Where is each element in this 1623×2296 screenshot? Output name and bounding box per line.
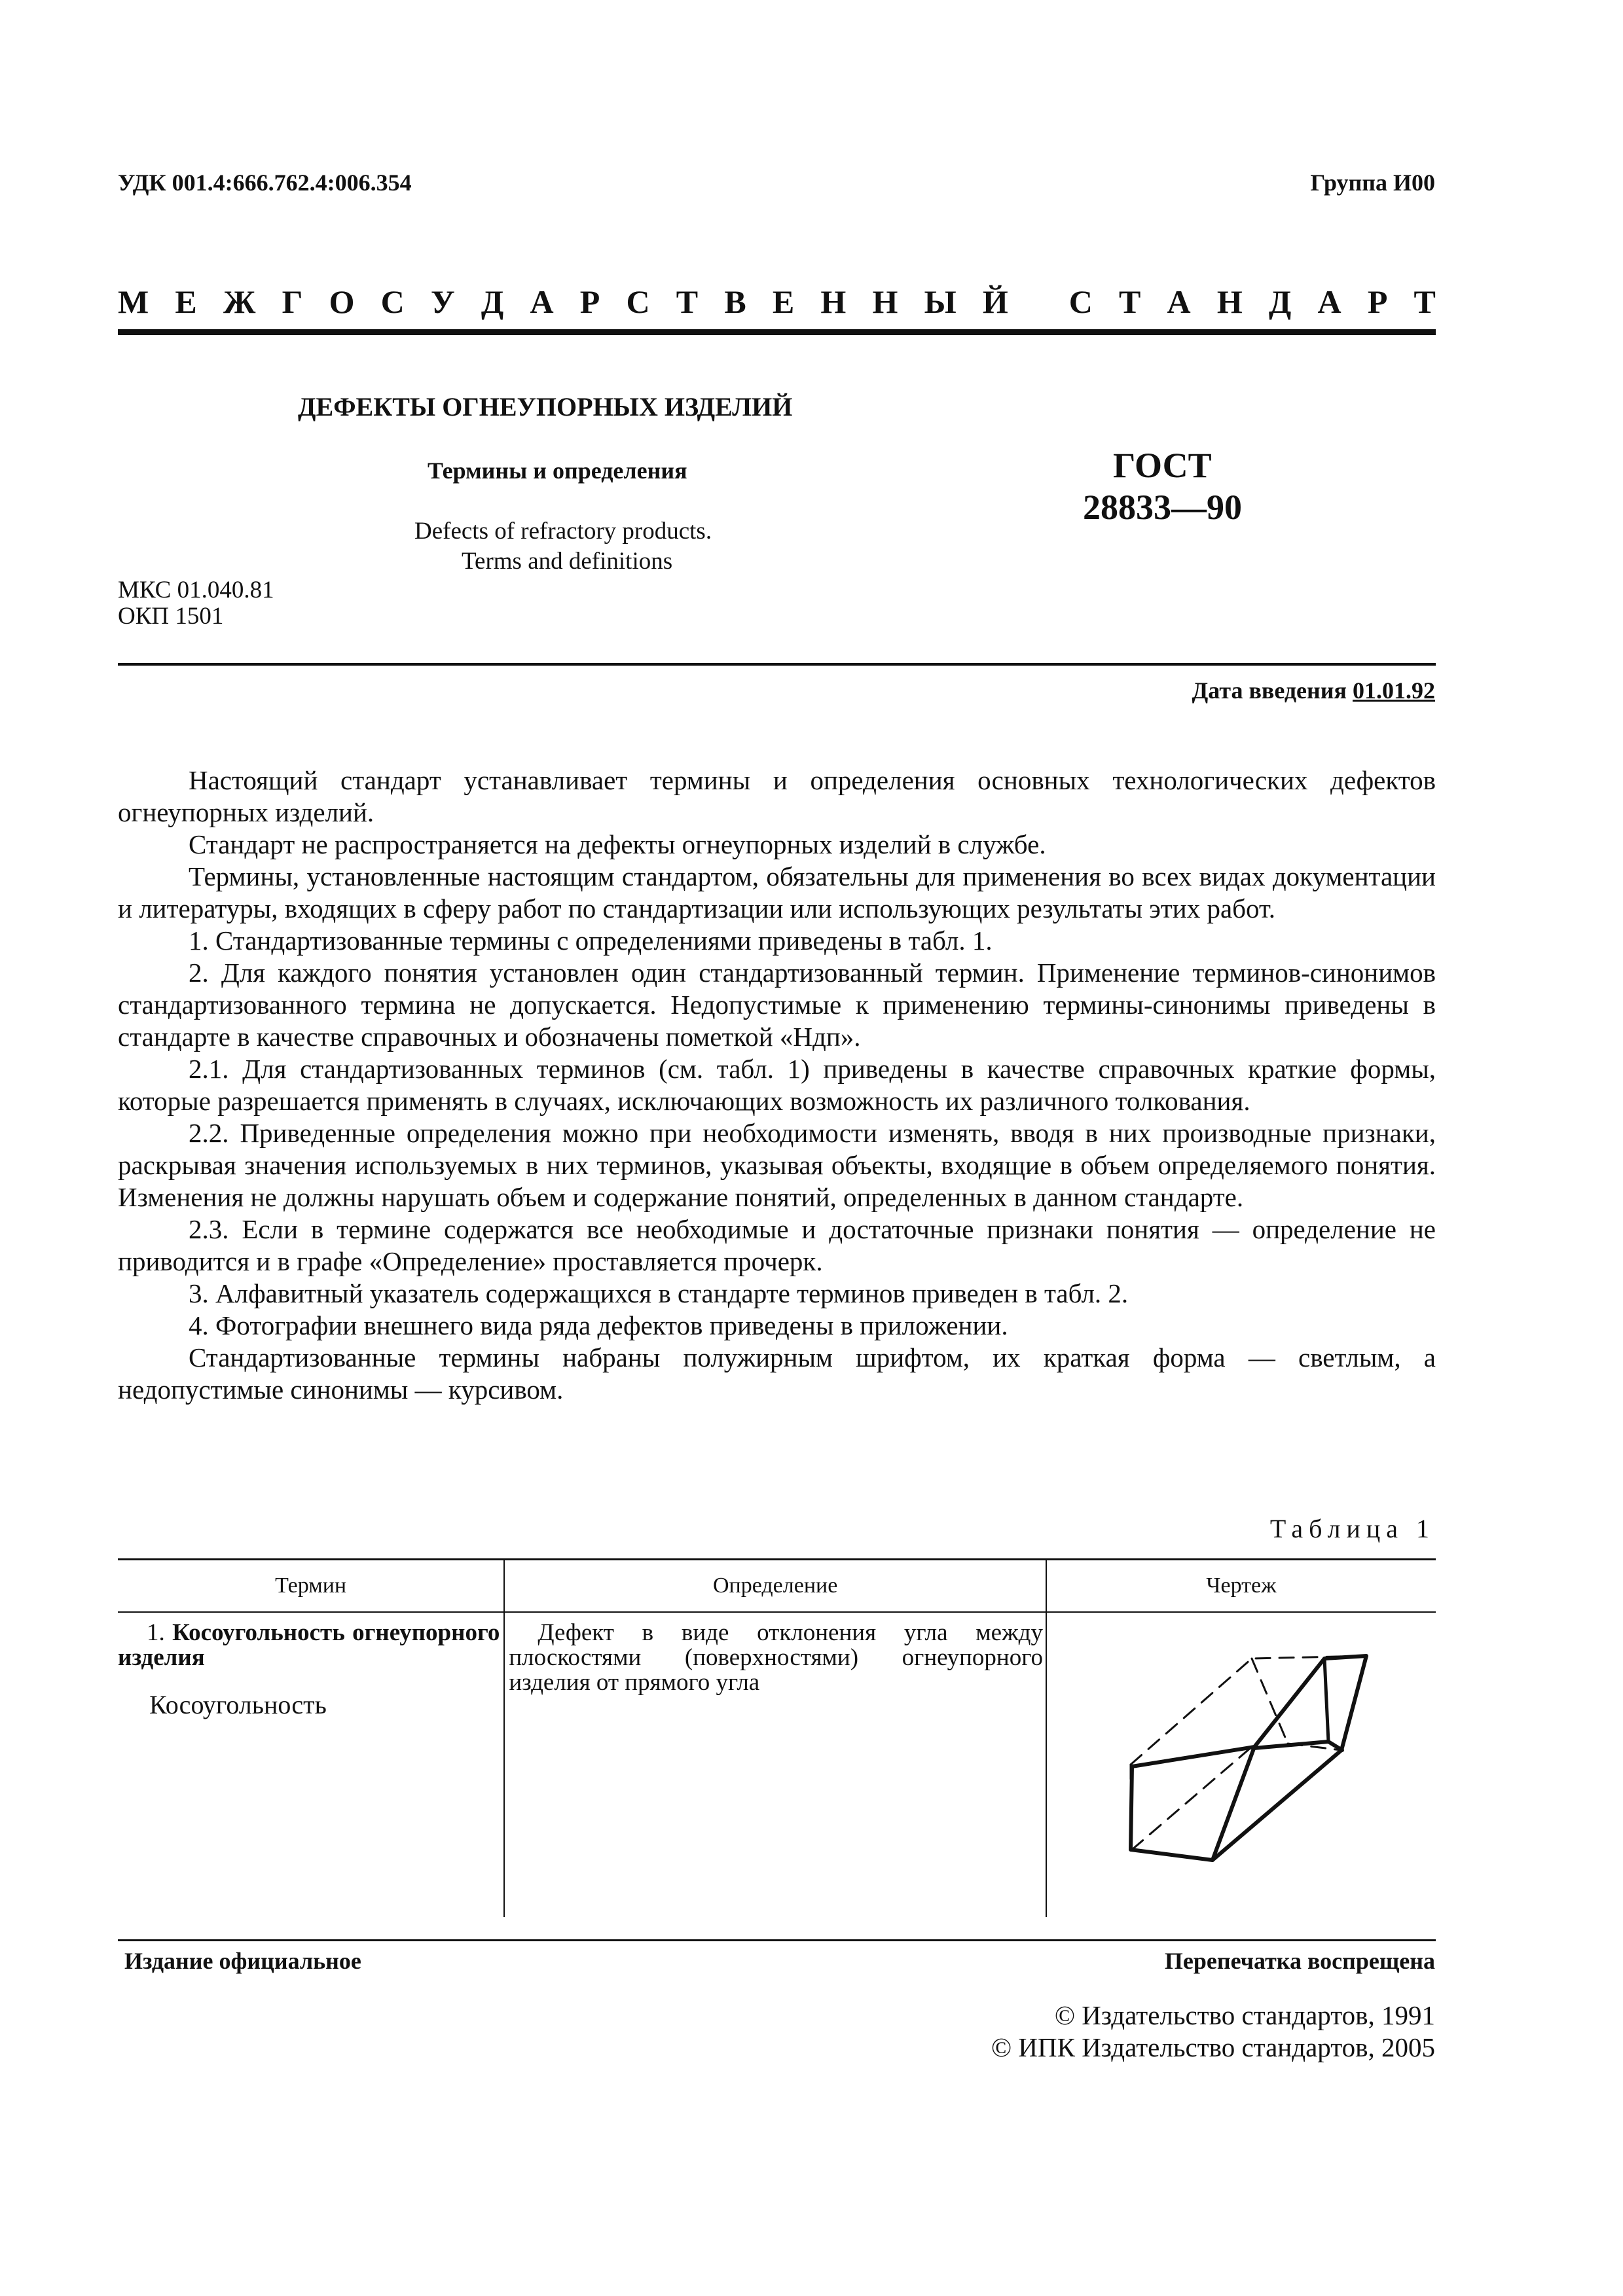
paragraph: 4. Фотографии внешнего вида ряда дефектов приведены в приложении. — [189, 1310, 1008, 1340]
banner-letter: А — [530, 283, 554, 320]
banner-letter: Е — [772, 283, 795, 320]
banner-letter: Р — [1367, 283, 1388, 320]
banner-letter: Е — [175, 283, 197, 320]
header-definition: Определение — [504, 1560, 1046, 1612]
banner-letter: Т — [1118, 283, 1141, 320]
document-title: ДЕФЕКТЫ ОГНЕУПОРНЫХ ИЗДЕЛИЙ — [298, 392, 793, 422]
gost-number: 28833—90 — [1083, 488, 1242, 527]
term-bold: Косоугольность огнеупорного изделия — [118, 1619, 500, 1671]
banner-letter: Р — [579, 283, 600, 320]
header-drawing: Чертеж — [1046, 1560, 1436, 1612]
copyright-2005: © ИПК Издательство стандартов, 2005 — [991, 2032, 1435, 2062]
banner-letter: Ж — [223, 283, 256, 320]
banner-letter: Й — [982, 283, 1008, 320]
banner-rule — [118, 329, 1436, 335]
title-english-line2: Terms and definitions — [462, 548, 673, 575]
interstate-standard-banner — [118, 283, 1436, 321]
header-term: Термин — [118, 1560, 504, 1612]
paragraph: 2. Для каждого понятия установлен один стандартизованный термин. Применение терминов-синонимов стандартизованного термина не допускается. Недопустимые к применению термины-синонимы приведены в стандарте в качестве справочных и обозначены пометкой «Ндп». — [118, 958, 1436, 1052]
banner-letter: С — [1068, 283, 1093, 320]
table-header-row — [118, 1560, 1436, 1612]
banner-letter: У — [430, 283, 455, 320]
term-short-form: Косоугольность — [149, 1690, 327, 1719]
paragraph: 2.1. Для стандартизованных терминов (см. табл. 1) приведены в качестве справочных краткие формы, которые разрешается применять в случаях, исключающих возможность их различного толкования. — [118, 1054, 1436, 1116]
definition-text: Дефект в виде отклонения угла между плоскостями (поверхностями) огнеупорного изделия от прямого угла — [509, 1619, 1043, 1696]
official-edition: Издание официальное — [124, 1948, 361, 1974]
banner-letter: А — [1167, 283, 1191, 320]
skewed-brick-drawing — [1047, 1613, 1436, 1917]
banner-letter: Н — [1216, 283, 1243, 320]
banner-letter: Т — [676, 283, 699, 320]
introduction-date-label: Дата введения — [1192, 677, 1353, 704]
body-text — [118, 764, 1436, 1406]
term-cell — [118, 1612, 504, 1917]
banner-letter: Н — [820, 283, 847, 320]
banner-letter: М — [118, 283, 149, 320]
banner-letter: А — [1317, 283, 1341, 320]
table-caption: Таблица 1 — [1269, 1514, 1435, 1543]
title-english-line1: Defects of refractory products. — [414, 518, 712, 545]
paragraph: Стандартизованные термины набраны полужирным шрифтом, их краткая форма — светлым, а недопустимые синонимы — курсивом. — [118, 1342, 1436, 1405]
banner-letter: Г — [282, 283, 303, 320]
table-row — [118, 1612, 1436, 1917]
banner-letter: Т — [1413, 283, 1436, 320]
banner-letter: Д — [481, 283, 504, 320]
copyright-1991: © Издательство стандартов, 1991 — [1054, 2000, 1435, 2030]
paragraph: Термины, установленные настоящим стандартом, обязательны для применения во всех видах документации и литературы, входящих в сферу работ по стандартизации или использующих результаты этих работ. — [118, 861, 1436, 924]
definition-cell — [504, 1612, 1046, 1917]
document-subtitle: Термины и определения — [428, 457, 687, 484]
term-name — [118, 1613, 503, 1670]
paragraph: 2.3. Если в термине содержатся все необходимые и достаточные признаки понятия — определение не приводится и в графе «Определение» проставляется прочерк. — [118, 1214, 1436, 1276]
terms-table — [118, 1560, 1436, 1917]
mks-code: МКС 01.040.81 — [118, 577, 274, 603]
paragraph: 2.2. Приведенные определения можно при необходимости изменять, вводя в них производные признаки, раскрывая значения используемых в них терминов, указывая объекты, входящие в объем определяемого понятия. Изменения не должны нарушать объем и содержание понятий, определенных в данном стандарте. — [118, 1118, 1436, 1212]
banner-letter: С — [380, 283, 405, 320]
gost-label: ГОСТ — [1113, 446, 1212, 485]
udk-code: УДК 001.4:666.762.4:006.354 — [118, 170, 412, 196]
term-number: 1. — [147, 1619, 173, 1646]
introduction-date-value: 01.01.92 — [1353, 677, 1435, 704]
footer-rule — [118, 1939, 1436, 1941]
reprint-prohibited: Перепечатка воспрещена — [1164, 1948, 1435, 1974]
title-block-rule — [118, 663, 1436, 666]
banner-letter: С — [626, 283, 650, 320]
paragraph: 3. Алфавитный указатель содержащихся в стандарте терминов приведен в табл. 2. — [189, 1278, 1129, 1308]
paragraph: 1. Стандартизованные термины с определениями приведены в табл. 1. — [189, 925, 993, 956]
banner-letter: Н — [872, 283, 898, 320]
banner-letter: В — [724, 283, 746, 320]
banner-letter: Д — [1268, 283, 1292, 320]
drawing-cell — [1046, 1612, 1436, 1917]
group-code: Группа И00 — [1310, 170, 1435, 196]
paragraph: Настоящий стандарт устанавливает термины и определения основных технологических дефектов огнеупорных изделий. — [118, 765, 1436, 827]
banner-letter: О — [329, 283, 355, 320]
banner-letter: Ы — [924, 283, 957, 320]
okp-code: ОКП 1501 — [118, 603, 224, 630]
paragraph: Стандарт не распространяется на дефекты огнеупорных изделий в службе. — [189, 829, 1046, 859]
banner-word-gap — [1034, 283, 1043, 321]
introduction-date — [1192, 677, 1436, 704]
